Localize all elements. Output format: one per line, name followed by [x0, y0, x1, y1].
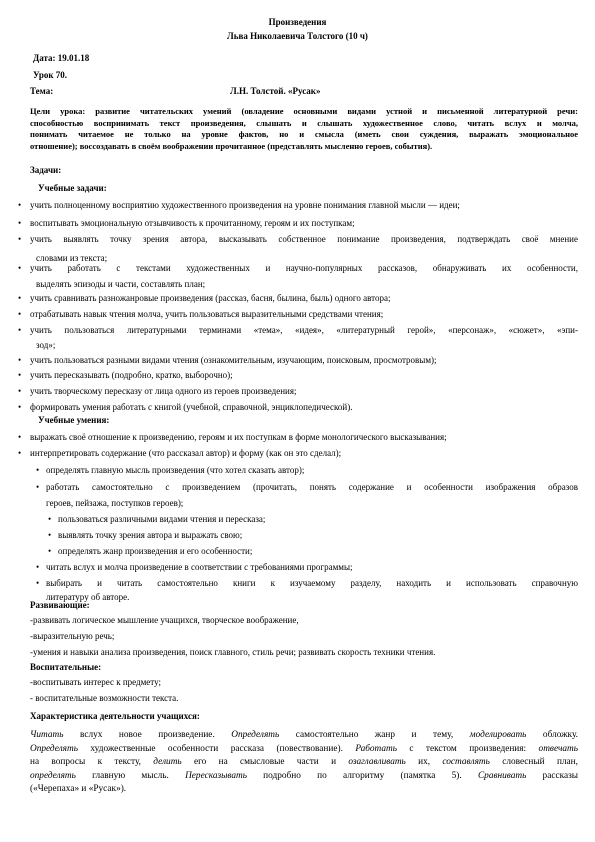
edu-tasks-heading: Учебные задачи: — [38, 183, 107, 193]
skill-subitem: выбирать и читать самостоятельно книги к изучаемому разделу, находить и использовать справочную — [46, 578, 578, 588]
edu-task-item: учить выявлять точку зрения автора, высказывать собственное понимание произведения, подтверждать своё мнение — [30, 234, 578, 244]
activity-verb: делить — [153, 757, 182, 767]
goals-line: понимать читаемое не только на уровне фактов, но и смысла (иметь свои суждения, выражать эмоциональное — [30, 129, 578, 139]
activity-text: художественные особенности рассказа (повествование). — [77, 743, 356, 754]
activity-verb: Определять — [30, 743, 78, 754]
activity-line — [30, 756, 578, 770]
bullet-dot: • — [18, 309, 22, 319]
edu-task-item: воспитывать эмоциональную отзывчивость к прочитанному, героям и их поступкам; — [30, 218, 355, 228]
activity-line — [30, 743, 578, 757]
edu-task-item: учить творческому пересказу от лица одного из героев произведения; — [30, 386, 297, 396]
bullet-dot: • — [18, 402, 22, 412]
doc-title: Произведения — [268, 17, 327, 27]
bullet-dot: • — [18, 325, 22, 335]
doc-subtitle: Льва Николаевича Толстого (10 ч) — [227, 31, 368, 41]
activity-line — [30, 770, 578, 784]
bullet-dot: • — [36, 562, 40, 572]
edu-task-item: учить полноценному восприятию художественного произведения на уровне понимания главной мысли — идеи; — [30, 200, 460, 210]
edu-task-item: учить пользоваться литературными терминами «тема», «идея», «литературный герой», «персонаж», «сюжет», «эпи- — [30, 325, 578, 335]
activity-text: обложку. — [526, 730, 578, 740]
bullet-dot: • — [18, 234, 22, 244]
activity-text: словесный план, — [489, 757, 578, 767]
topic-value: Л.Н. Толстой. «Русак» — [230, 86, 321, 96]
activity-verb: отвечать — [538, 743, 578, 754]
activity-verb: составлять — [442, 757, 490, 767]
edu-item: - воспитательные возможности текста. — [30, 693, 179, 703]
activity-text: подробно по алгоритму (памятка 5). — [246, 770, 478, 781]
edu-task-item: учить сравнивать разножанровые произведения (рассказ, басня, былина, быль) одного автора; — [30, 293, 391, 303]
activity-heading: Характеристика деятельности учащихся: — [30, 711, 200, 721]
activity-text: их, — [405, 757, 443, 767]
skills-heading: Учебные умения: — [38, 415, 110, 425]
bullet-dot: • — [18, 386, 22, 396]
edu-task-item: учить работать с текстами художественных и научно-популярных рассказов, обнаруживать их особенности, — [30, 263, 578, 273]
bullet-dot: • — [48, 514, 52, 524]
goals-line: отношение); воссоздавать в своём воображении прочитанное (представлять мысленно героев, события). — [30, 140, 433, 151]
dev-item: -развивать логическое мышление учащихся, творческое воображение, — [30, 615, 299, 625]
skill-item: интерпретировать содержание (что рассказал автор) и форму (как он это сделал); — [30, 448, 342, 458]
bullet-dot: • — [18, 293, 22, 303]
activity-verb: Работать — [355, 743, 397, 754]
bullet-dot: • — [18, 218, 22, 228]
bullet-dot: • — [48, 546, 52, 556]
edu-task-item: учить пользоваться разными видами чтения (ознакомительным, изучающим, поисковым, просмотровым); — [30, 355, 437, 365]
activity-verb: определять — [30, 770, 76, 781]
tasks-heading: Задачи: — [30, 165, 62, 175]
activity-text: главную мысль. — [75, 770, 186, 781]
bullet-dot: • — [18, 448, 22, 458]
bullet-dot: • — [18, 263, 22, 273]
activity-text: вслух новое произведение. — [63, 730, 232, 740]
bullet-dot: • — [36, 578, 40, 588]
edu-task-item: учить пересказывать (подробно, кратко, выборочно); — [30, 370, 233, 380]
skill-subsubitem: выявлять точку зрения автора и выражать свою; — [58, 530, 243, 540]
goals-line: Цели урока: развитие читательских умений (овладение основными видами устной и письменной литературной речи: — [30, 106, 578, 116]
bullet-dot: • — [18, 200, 22, 210]
activity-verb: моделировать — [469, 730, 527, 740]
activity-verb: Сравнивать — [477, 770, 527, 781]
bullet-dot: • — [18, 432, 22, 442]
bullet-dot: • — [18, 355, 22, 365]
activity-verb: озаглавливать — [348, 757, 406, 767]
lesson-date: Дата: 19.01.18 — [33, 53, 90, 63]
edu-task-item: зод»; — [36, 340, 56, 350]
edu-task-item: формировать умения работать с книгой (учебной, справочной, энциклопедической). — [30, 402, 353, 412]
bullet-dot: • — [36, 465, 40, 475]
edu-task-item: отрабатывать навык чтения молча, учить пользоваться выразительными средствами чтения; — [30, 309, 384, 319]
activity-text: самостоятельно жанр и тему, — [279, 730, 470, 740]
lesson-goals — [30, 106, 578, 152]
dev-heading: Развивающие: — [30, 600, 90, 610]
activity-verb: Читать — [30, 730, 64, 740]
activity-text: его на смысловые части и — [181, 757, 349, 767]
skill-subitem: работать самостоятельно с произведением (прочитать, понять содержание и особенности изображения образов — [46, 482, 578, 492]
skill-item: выражать своё отношение к произведению, героям и их поступкам в форме монологического высказывания; — [30, 432, 447, 442]
activity-text: с текстом произведения: — [396, 743, 539, 754]
activity-verb: Определять — [231, 730, 280, 740]
bullet-dot: • — [48, 530, 52, 540]
topic-label: Тема: — [30, 86, 54, 96]
dev-item: -умения и навыки анализа произведения, поиск главного, стиль речи; развивать скорость техники чтения. — [30, 647, 436, 657]
activity-text: на вопросы к тексту, — [30, 757, 154, 767]
skill-subitem: литературу об авторе. — [46, 592, 130, 602]
skill-subitem: определять главную мысль произведения (что хотел сказать автор); — [46, 465, 305, 475]
edu-task-item: словами из текста; — [36, 253, 108, 263]
bullet-dot: • — [18, 370, 22, 380]
skill-subsubitem: пользоваться различными видами чтения и пересказа; — [58, 514, 266, 524]
skill-subitem: читать вслух и молча произведение в соответствии с требованиями программы; — [46, 562, 353, 572]
activity-text: рассказы — [526, 770, 579, 781]
bullet-dot: • — [36, 482, 40, 492]
edu-heading: Воспитательные: — [30, 662, 102, 672]
activity-line — [30, 783, 578, 797]
skill-subsubitem: определять жанр произведения и его особенности; — [58, 546, 253, 556]
skill-subitem: героев, пейзажа, поступков героев); — [46, 498, 184, 508]
activity-paragraph — [30, 729, 578, 797]
edu-item: -воспитывать интерес к предмету; — [30, 677, 162, 687]
lesson-number: Урок 70. — [33, 70, 68, 80]
activity-text: («Черепаха» и «Русак»). — [30, 784, 127, 794]
dev-item: -выразительную речь; — [30, 631, 115, 641]
activity-verb: Пересказывать — [185, 770, 247, 781]
edu-task-item: выделять эпизоды и части, составлять план; — [36, 279, 206, 289]
activity-line — [30, 729, 578, 743]
goals-line: способностью воспринимать текст произведения, слышать и слышать художественное слово, читать вслух и молча, — [30, 117, 578, 128]
